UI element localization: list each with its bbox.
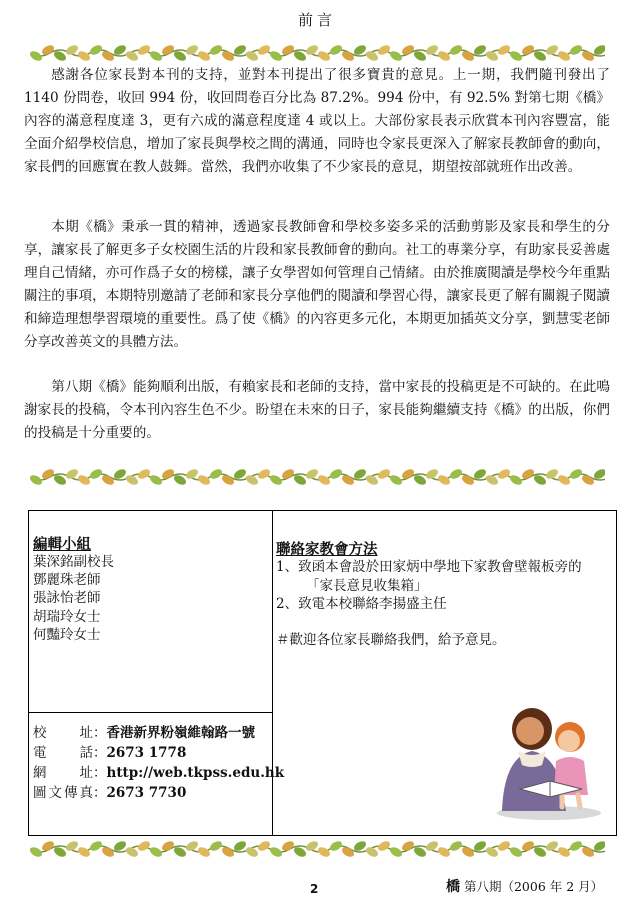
editorial-member: 胡瑞玲女士 bbox=[33, 608, 101, 625]
vine-leaf bbox=[316, 49, 331, 62]
phone-value: 2673 1778 bbox=[106, 745, 187, 761]
editorial-member: 鄧麗珠老師 bbox=[33, 572, 101, 589]
vine-leaf bbox=[376, 840, 391, 853]
vine-leaf bbox=[376, 468, 391, 481]
vine-leaf bbox=[196, 845, 211, 858]
contact-item-1-cont: 「家長意見收集箱」 bbox=[306, 577, 428, 594]
editorial-members bbox=[33, 553, 114, 644]
vine-leaf bbox=[256, 44, 271, 57]
editorial-heading: 編輯小組 bbox=[33, 536, 91, 553]
vine-leaf bbox=[76, 473, 91, 486]
website-link[interactable]: http://web.tkpss.edu.hk bbox=[106, 765, 285, 781]
contact-methods bbox=[276, 558, 611, 614]
intro-paragraph-1: 感謝各位家長對本刊的支持，並對本刊提出了很多寶貴的意見。上一期，我們隨刊發出了 1140 份問卷，收回 994 份，收回問卷百分比為 87.2%。994 份中，有 92.5% 對第七期《橋》內容的滿意程度達 3，更有六成的滿意程度達 4 或以上。大部份家長表示欣賞本刊內容豐富，能全面介紹學校信息，增加了家長與學校之間的溝通，同時也令家長更深入了解家長教師會的動向，家長們的回應實在教人鼓舞。當然，我們亦收集了不少家長的意見，期望按部就班作出改善。 bbox=[24, 67, 610, 175]
vine-leaf bbox=[436, 845, 451, 858]
address-value: 香港新界粉嶺維翰路一號 bbox=[106, 725, 255, 741]
phone-row: 電話：2673 1778 bbox=[33, 745, 187, 761]
vine-leaf bbox=[556, 49, 571, 62]
bottom-vine-divider bbox=[30, 840, 605, 858]
middle-vine-divider bbox=[30, 468, 605, 486]
vine-leaf bbox=[136, 840, 151, 853]
vine-leaf bbox=[136, 44, 151, 57]
vine-leaf bbox=[556, 473, 571, 486]
vine-leaf bbox=[196, 473, 211, 486]
vine-leaf bbox=[256, 840, 271, 853]
contact-heading: 聯絡家教會方法 bbox=[276, 541, 378, 558]
intro-paragraph-2: 本期《橋》秉承一貫的精神，透過家長教師會和學校多姿多采的活動剪影及家長和學生的分享，讓家長了解更多子女校園生活的片段和家長教師會的動向。社工的專業分享，有助家長妥善處理自己情緒，亦可作爲子女的榜樣，讓子女學習如何管理自己情緒。由於推廣閱讀是學校今年重點關注的事項，本期特別邀請了老師和家長分享他們的閱讀和學習心得，讓家長更了解有關親子閱讀和締造理想學習環境的重要性。爲了使《橋》的內容更多元化，本期更加插英文分享，劉慧雯老師分享改善英文的具體方法。 bbox=[24, 219, 610, 350]
website-row: 網址：http://web.tkpss.edu.hk bbox=[33, 765, 285, 781]
editorial-member: 何豔玲女士 bbox=[33, 626, 101, 643]
info-box bbox=[28, 510, 617, 836]
vine-leaf bbox=[316, 473, 331, 486]
page-title: 前言 bbox=[297, 11, 336, 29]
vine-leaf bbox=[76, 845, 91, 858]
vine-leaf bbox=[496, 840, 511, 853]
vine-leaf bbox=[76, 49, 91, 62]
address-row: 校址：香港新界粉嶺維翰路一號 bbox=[33, 725, 255, 741]
publication-footer bbox=[446, 876, 603, 896]
fax-value: 2673 7730 bbox=[106, 785, 187, 801]
fax-row: 圖文傳真：2673 7730 bbox=[33, 785, 187, 801]
vine-leaf bbox=[316, 845, 331, 858]
vine-leaf bbox=[556, 845, 571, 858]
issue-info: 第八期（2006 年 2 月） bbox=[463, 879, 604, 894]
vine-leaf bbox=[136, 468, 151, 481]
vine-leaf bbox=[496, 468, 511, 481]
intro-paragraph-3: 第八期《橋》能夠順利出版，有賴家長和老師的支持，當中家長的投稿更是不可缺的。在此鳴謝家長的投稿，令本刊內容生色不少。盼望在未來的日子，家長能夠繼續支持《橋》的出版，你們的投稿是十分重要的。 bbox=[24, 379, 610, 441]
page-number: 2 bbox=[310, 882, 319, 896]
vine-leaf bbox=[436, 49, 451, 62]
vine-leaf bbox=[436, 473, 451, 486]
row-divider bbox=[29, 712, 272, 713]
contact-item-2: 2、致電本校聯絡李揚盛主任 bbox=[276, 596, 447, 612]
publication-name: 橋 bbox=[446, 879, 460, 895]
vine-leaf bbox=[256, 468, 271, 481]
contact-item-1: 1、致函本會設於田家炳中學地下家教會壁報板旁的 bbox=[276, 559, 582, 575]
editorial-member: 葉深銘副校長 bbox=[33, 554, 114, 570]
school-address-block bbox=[33, 723, 284, 803]
vine-leaf bbox=[196, 49, 211, 62]
top-vine-divider bbox=[30, 44, 605, 62]
vine-leaf bbox=[496, 44, 511, 57]
editorial-member: 張詠怡老師 bbox=[33, 590, 101, 607]
contact-note: ＃歡迎各位家長聯絡我們，給予意見。 bbox=[276, 632, 506, 648]
parent-child-reading-illustration bbox=[484, 691, 604, 821]
vine-leaf bbox=[376, 44, 391, 57]
